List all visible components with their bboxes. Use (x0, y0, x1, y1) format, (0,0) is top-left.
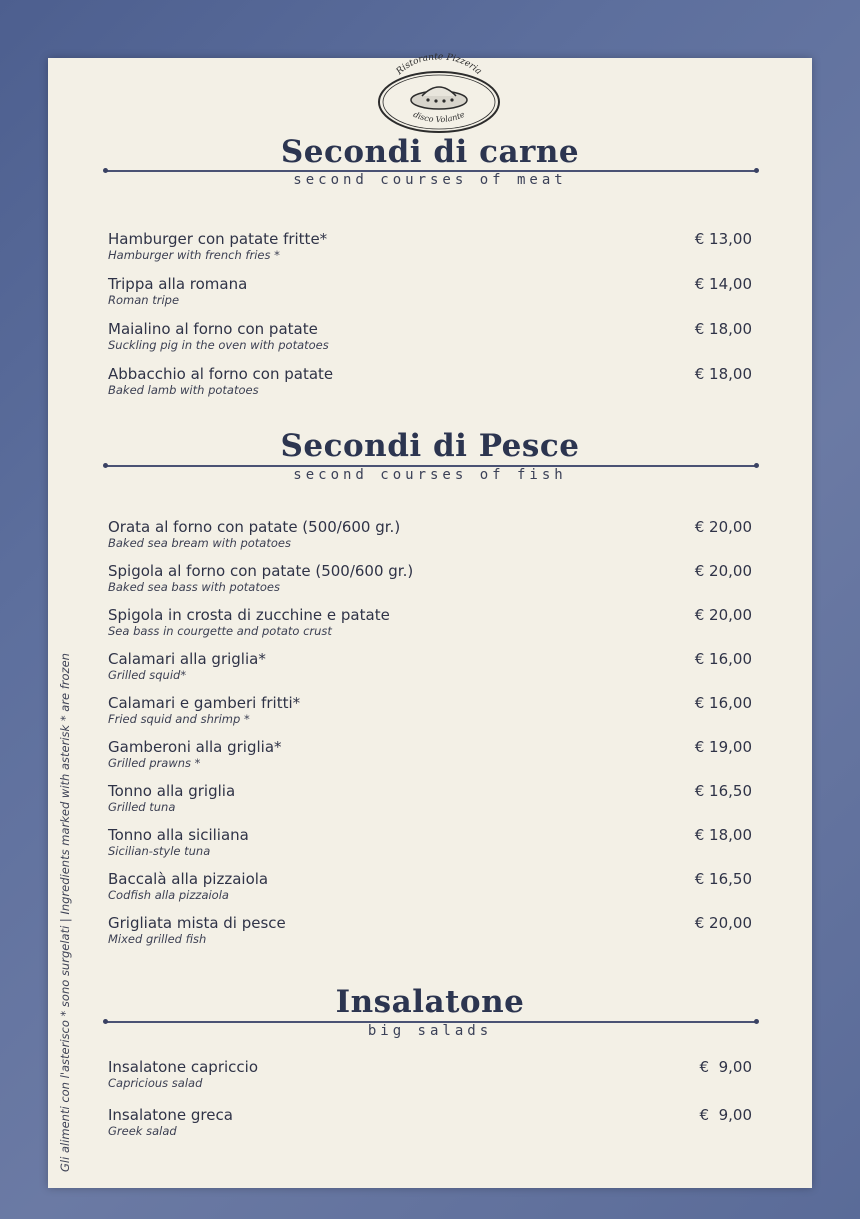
item-price: € 18,00 (694, 365, 752, 383)
menu-page (48, 52, 812, 1188)
restaurant-logo (370, 38, 508, 136)
menu-item (108, 1106, 758, 1138)
item-name: Tonno alla siciliana (108, 826, 249, 844)
item-description: Sicilian-style tuna (108, 844, 211, 858)
menu-item (108, 694, 758, 726)
section-title-meat: Secondi di carne (280, 134, 580, 170)
menu-item (108, 230, 758, 262)
item-description: Baked sea bass with potatoes (108, 580, 280, 594)
item-description: Mixed grilled fish (108, 932, 207, 946)
item-price: € 18,00 (694, 320, 752, 338)
item-price: € 9,00 (699, 1106, 752, 1124)
item-description: Codfish alla pizzaiola (108, 888, 229, 902)
menu-item (108, 650, 758, 682)
frozen-ingredients-note: Gli alimenti con l'asterisco * sono surgelati | Ingredients marked with asterisk * are frozen (58, 653, 72, 1172)
section-subtitle-fish: second courses of fish (293, 467, 567, 483)
item-description: Grilled prawns * (108, 756, 201, 770)
item-description: Grilled squid* (108, 668, 187, 682)
item-name: Calamari alla griglia* (108, 650, 266, 668)
item-description: Grilled tuna (108, 800, 176, 814)
item-name: Orata al forno con patate (500/600 gr.) (108, 518, 401, 536)
item-price: € 16,00 (694, 650, 752, 668)
section-subtitle-salads: big salads (367, 1023, 493, 1039)
svg-text:Ristorante Pizzeria: Ristorante Pizzeria (394, 52, 484, 77)
item-name: Maialino al forno con patate (108, 320, 318, 338)
item-name: Hamburger con patate fritte* (108, 230, 328, 248)
item-price: € 16,50 (694, 870, 752, 888)
section-title-fish: Secondi di Pesce (280, 428, 580, 464)
item-price: € 18,00 (694, 826, 752, 844)
item-description: Sea bass in courgette and potato crust (108, 624, 332, 638)
menu-item (108, 365, 758, 397)
item-name: Spigola in crosta di zucchine e patate (108, 606, 390, 624)
item-description: Baked lamb with potatoes (108, 383, 259, 397)
item-price: € 20,00 (694, 562, 752, 580)
item-description: Suckling pig in the oven with potatoes (108, 338, 329, 352)
item-price: € 20,00 (694, 914, 752, 932)
item-description: Greek salad (108, 1124, 177, 1138)
item-name: Tonno alla griglia (108, 782, 236, 800)
menu-item (108, 738, 758, 770)
item-price: € 20,00 (694, 606, 752, 624)
item-description: Fried squid and shrimp * (108, 712, 250, 726)
menu-item (108, 275, 758, 307)
menu-item (108, 914, 758, 946)
menu-item (108, 826, 758, 858)
menu-item (108, 562, 758, 594)
menu-item (108, 782, 758, 814)
item-name: Gamberoni alla griglia* (108, 738, 282, 756)
menu-item (108, 1058, 758, 1090)
item-price: € 13,00 (694, 230, 752, 248)
item-name: Spigola al forno con patate (500/600 gr.) (108, 562, 414, 580)
svg-text:disco Volante: disco Volante (411, 109, 467, 125)
item-name: Trippa alla romana (108, 275, 248, 293)
menu-item (108, 870, 758, 902)
menu-item (108, 518, 758, 550)
section-subtitle-meat: second courses of meat (293, 172, 567, 188)
menu-item (108, 320, 758, 352)
item-price: € 16,50 (694, 782, 752, 800)
section-title-salads: Insalatone (335, 984, 525, 1020)
item-name: Insalatone greca (108, 1106, 233, 1124)
item-name: Grigliata mista di pesce (108, 914, 286, 932)
item-price: € 14,00 (694, 275, 752, 293)
item-description: Roman tripe (108, 293, 180, 307)
item-description: Hamburger with french fries * (108, 248, 280, 262)
item-description: Capricious salad (108, 1076, 203, 1090)
item-name: Calamari e gamberi fritti* (108, 694, 301, 712)
menu-item (108, 606, 758, 638)
item-price: € 19,00 (694, 738, 752, 756)
item-name: Insalatone capriccio (108, 1058, 258, 1076)
item-name: Abbacchio al forno con patate (108, 365, 334, 383)
item-description: Baked sea bream with potatoes (108, 536, 291, 550)
item-name: Baccalà alla pizzaiola (108, 870, 269, 888)
item-price: € 9,00 (699, 1058, 752, 1076)
item-price: € 16,00 (694, 694, 752, 712)
item-price: € 20,00 (694, 518, 752, 536)
